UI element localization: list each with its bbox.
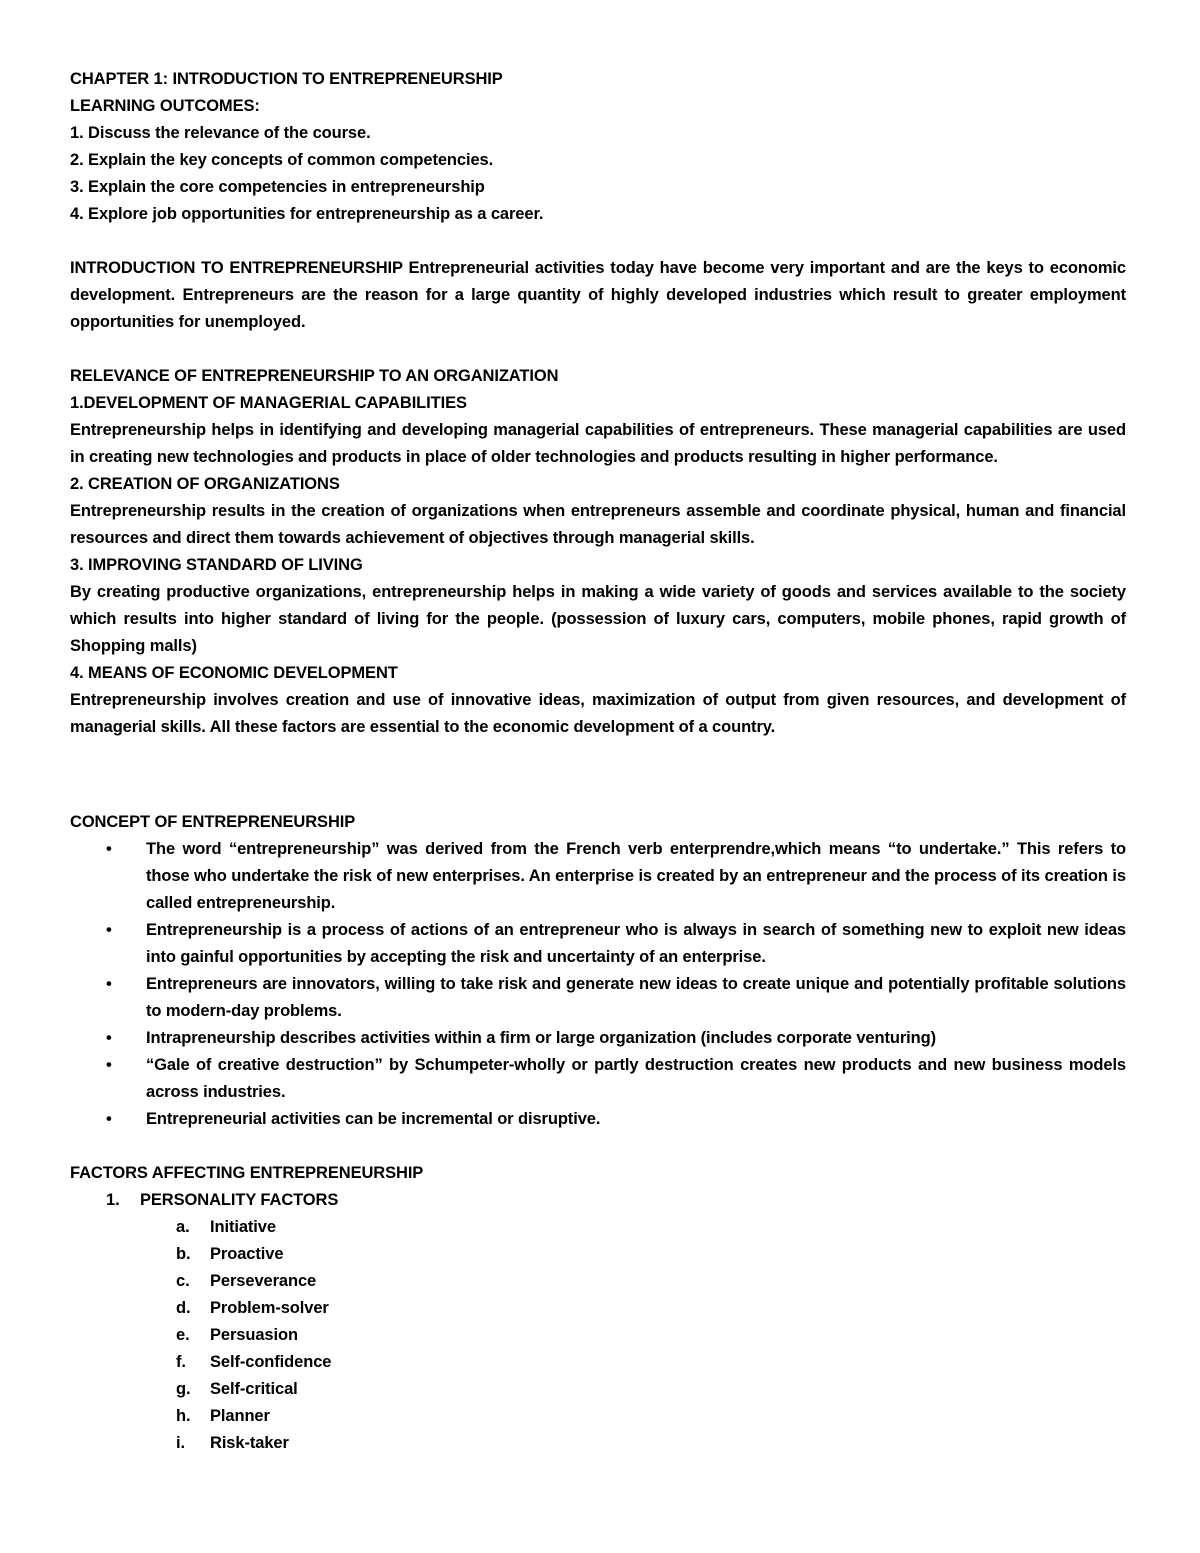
factors-section-heading: FACTORS AFFECTING ENTREPRENEURSHIP — [70, 1164, 424, 1182]
list-letter: c. — [176, 1272, 190, 1290]
personality-factor-label: Risk-taker — [210, 1434, 289, 1452]
bullet-icon: • — [106, 1110, 112, 1128]
relevance-point-body: Entrepreneurship helps in identifying and developing managerial capabilities of entrepreneurs. These managerial capabilities are used in creating new technologies and products in place of older technologies and products resulting in higher performance. — [70, 421, 1126, 466]
personality-factor-item — [70, 1295, 1126, 1322]
personality-factor-label: Persuasion — [210, 1326, 298, 1344]
personality-factor-item — [70, 1349, 1126, 1376]
learning-outcome-item: 3. Explain the core competencies in entrepreneurship — [70, 178, 485, 196]
learning-outcome-item: 2. Explain the key concepts of common competencies. — [70, 151, 494, 169]
concept-bullet-text: Entrepreneurship is a process of actions of an entrepreneur who is always in search of something new to exploit new ideas into gainful opportunities by accepting the risk and uncertainty of an enterprise. — [146, 921, 1126, 966]
concept-bullet-text: The word “entrepreneurship” was derived from the French verb enterprendre,which means “to undertake.” This refers to those who undertake the risk of new enterprises. An enterprise is created by an entrepreneur and the process of its creation is called entrepreneurship. — [146, 840, 1126, 912]
bullet-icon: • — [106, 1056, 112, 1074]
blank-line — [70, 336, 1126, 363]
list-letter: d. — [176, 1299, 191, 1317]
list-letter: i. — [176, 1434, 185, 1452]
personality-factor-label: Self-critical — [210, 1380, 298, 1398]
personality-factor-item — [70, 1430, 1126, 1457]
personality-factor-item — [70, 1322, 1126, 1349]
personality-factor-item — [70, 1403, 1126, 1430]
relevance-point-title: 2. CREATION OF ORGANIZATIONS — [70, 475, 340, 493]
concept-bullet-item — [70, 1106, 1126, 1133]
factors-list-item — [70, 1187, 1126, 1214]
concept-bullet-item — [70, 917, 1126, 971]
concept-bullet-item — [70, 836, 1126, 917]
concept-bullet-text: Entrepreneurial activities can be incremental or disruptive. — [146, 1110, 601, 1128]
relevance-point-title: 3. IMPROVING STANDARD OF LIVING — [70, 556, 363, 574]
learning-outcomes-heading: LEARNING OUTCOMES: — [70, 97, 260, 115]
personality-factor-item — [70, 1268, 1126, 1295]
list-letter: a. — [176, 1218, 190, 1236]
bullet-icon: • — [106, 840, 112, 858]
relevance-point-title: 1.DEVELOPMENT OF MANAGERIAL CAPABILITIES — [70, 394, 467, 412]
personality-factor-label: Proactive — [210, 1245, 284, 1263]
bullet-icon: • — [106, 975, 112, 993]
personality-factor-item — [70, 1376, 1126, 1403]
concept-bullet-text: Intrapreneurship describes activities within a firm or large organization (includes corporate venturing) — [146, 1029, 937, 1047]
personality-factor-label: Problem-solver — [210, 1299, 329, 1317]
introduction-paragraph: INTRODUCTION TO ENTREPRENEURSHIP Entrepreneurial activities today have become very important and are the keys to economic development. Entrepreneurs are the reason for a large quantity of highly developed industries which result to greater employment opportunities for unemployed. — [70, 259, 1126, 331]
bullet-icon: • — [106, 921, 112, 939]
relevance-section-heading: RELEVANCE OF ENTREPRENEURSHIP TO AN ORGANIZATION — [70, 367, 559, 385]
list-number: 1. — [106, 1191, 120, 1209]
list-letter: e. — [176, 1326, 190, 1344]
relevance-point-body: Entrepreneurship involves creation and use of innovative ideas, maximization of output from given resources, and development of managerial skills. All these factors are essential to the economic development of a country. — [70, 691, 1126, 736]
blank-line — [70, 1133, 1126, 1160]
personality-factor-item — [70, 1241, 1126, 1268]
personality-factor-label: Perseverance — [210, 1272, 317, 1290]
concept-bullet-item — [70, 971, 1126, 1025]
list-letter: b. — [176, 1245, 191, 1263]
chapter-title: CHAPTER 1: INTRODUCTION TO ENTREPRENEURSHIP — [70, 70, 503, 88]
concept-bullet-text: “Gale of creative destruction” by Schumpeter-wholly or partly destruction creates new products and new business models across industries. — [146, 1056, 1126, 1101]
personality-factor-item — [70, 1214, 1126, 1241]
concept-section-heading: CONCEPT OF ENTREPRENEURSHIP — [70, 813, 356, 831]
concept-bullet-text: Entrepreneurs are innovators, willing to take risk and generate new ideas to create unique and potentially profitable solutions to modern-day problems. — [146, 975, 1126, 1020]
blank-line — [70, 228, 1126, 255]
list-letter: f. — [176, 1353, 186, 1371]
concept-bullet-item — [70, 1052, 1126, 1106]
list-letter: h. — [176, 1407, 191, 1425]
relevance-point-body: By creating productive organizations, entrepreneurship helps in making a wide variety of goods and services available to the society which results into higher standard of living for the people. (possession of luxury cars, computers, mobile phones, rapid growth of Shopping malls) — [70, 583, 1126, 655]
concept-bullet-item — [70, 1025, 1126, 1052]
factors-list-title: PERSONALITY FACTORS — [140, 1191, 339, 1209]
learning-outcome-item: 4. Explore job opportunities for entrepreneurship as a career. — [70, 205, 544, 223]
bullet-icon: • — [106, 1029, 112, 1047]
personality-factor-label: Planner — [210, 1407, 270, 1425]
list-letter: g. — [176, 1380, 191, 1398]
relevance-point-title: 4. MEANS OF ECONOMIC DEVELOPMENT — [70, 664, 398, 682]
blank-line — [70, 741, 1126, 809]
learning-outcome-item: 1. Discuss the relevance of the course. — [70, 124, 371, 142]
personality-factor-label: Self-confidence — [210, 1353, 332, 1371]
personality-factor-label: Initiative — [210, 1218, 276, 1236]
relevance-point-body: Entrepreneurship results in the creation of organizations when entrepreneurs assemble and coordinate physical, human and financial resources and direct them towards achievement of objectives through managerial skills. — [70, 502, 1126, 547]
